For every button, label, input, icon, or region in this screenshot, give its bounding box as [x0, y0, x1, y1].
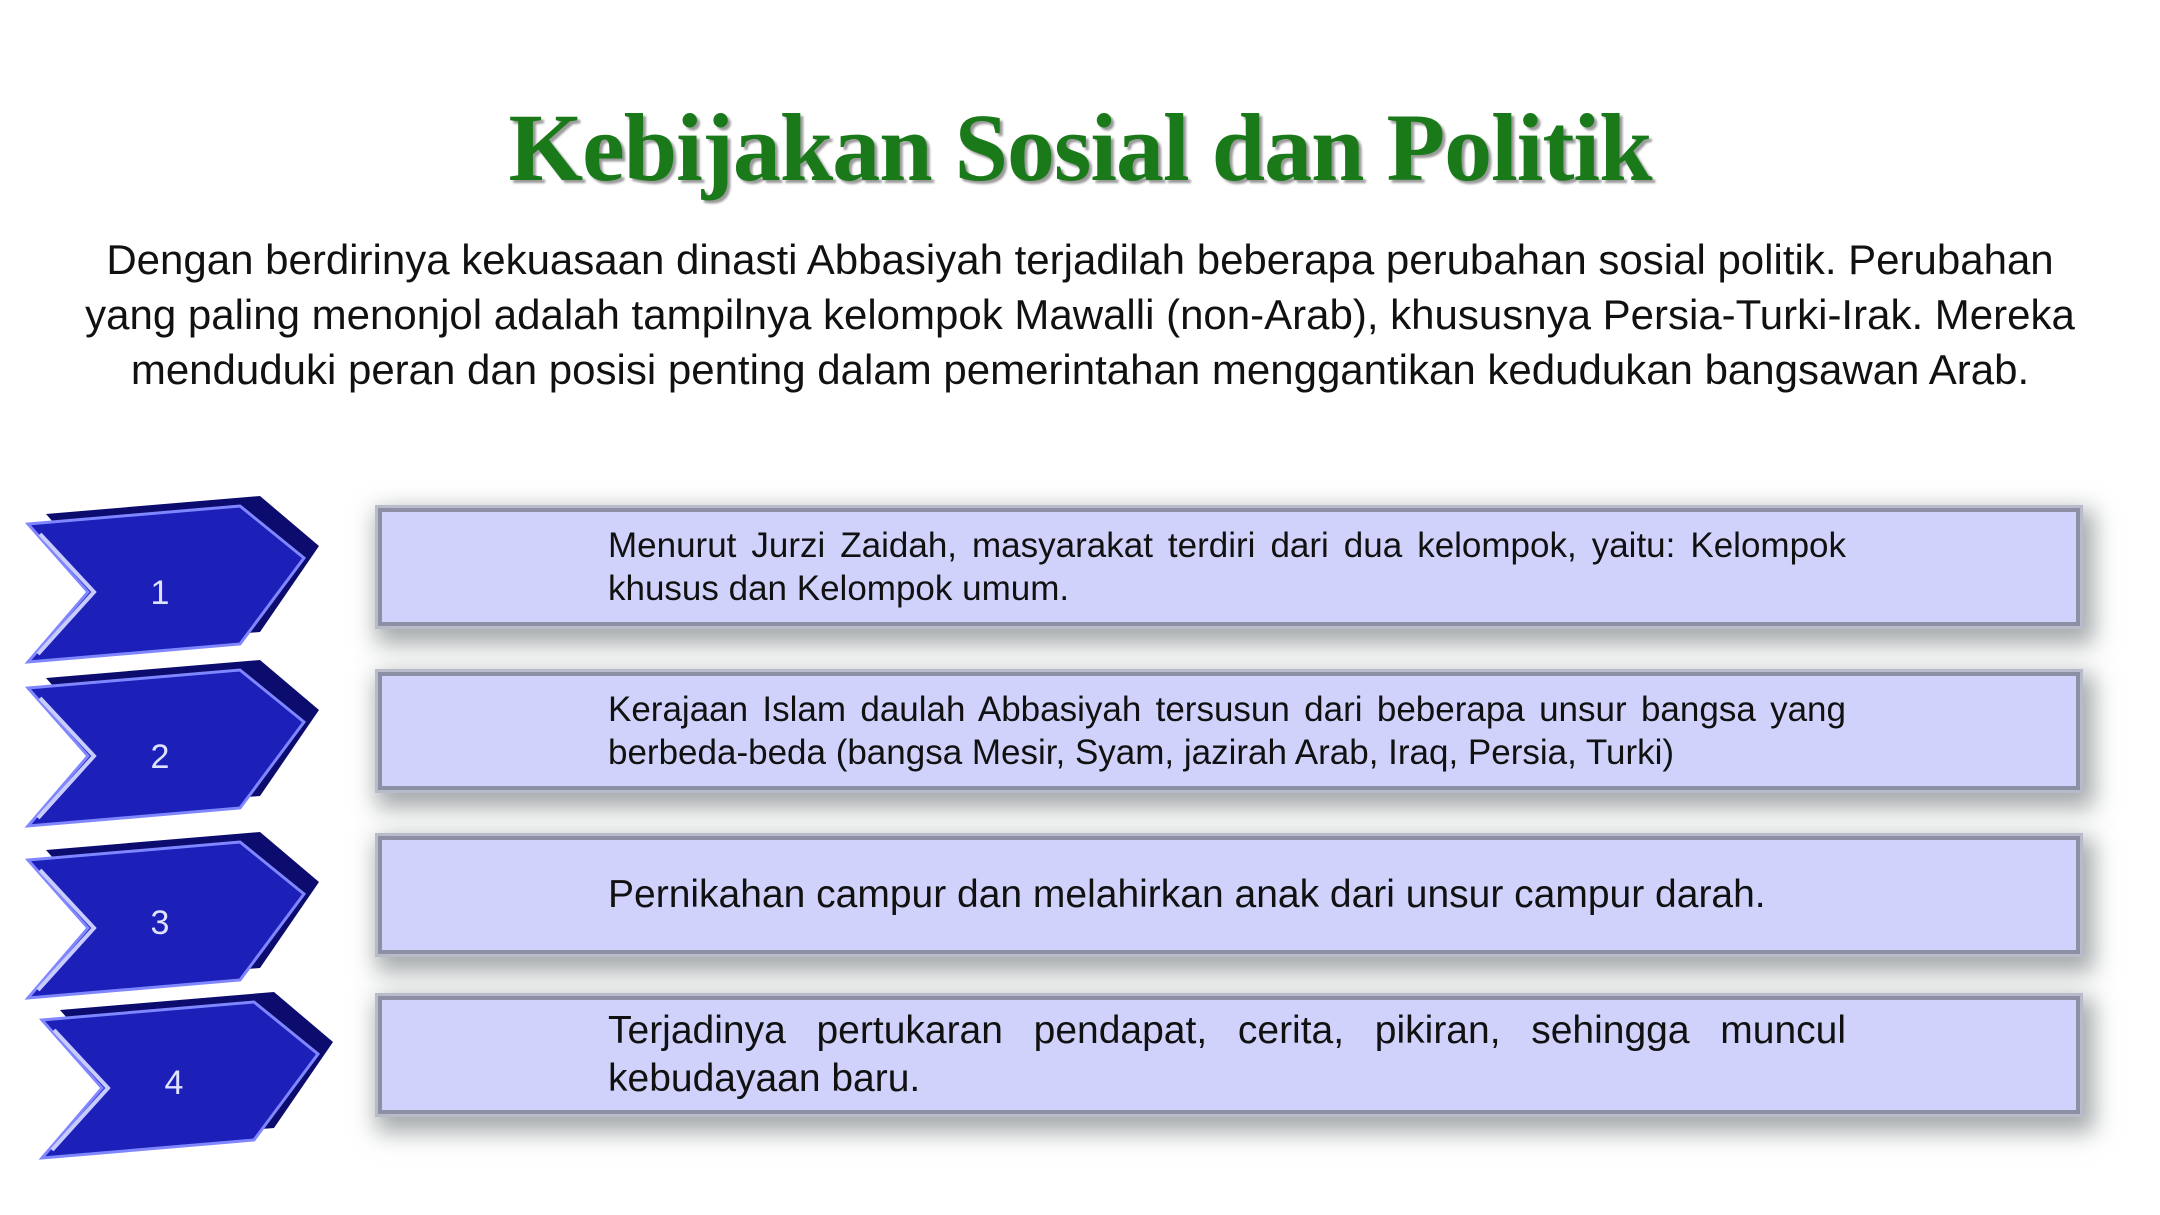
item-box	[378, 672, 2080, 790]
item-number: 3	[150, 904, 170, 942]
list-item-1	[0, 508, 2160, 668]
intro-paragraph: Dengan berdirinya kekuasaan dinasti Abbasiyah terjadilah beberapa perubahan sosial politik. Perubahan yang paling menonjol adalah tampilnya kelompok Mawalli (non-Arab), khususnya Persia-Turki-Irak. Mereka menduduki peran dan posisi penting dalam pemerintahan menggantikan kedudukan bangsawan Arab.	[85, 236, 2075, 393]
item-text: Kerajaan Islam daulah Abbasiyah tersusun dari beberapa unsur bangsa yang berbeda-beda (bangsa Mesir, Syam, jazirah Arab, Iraq, Persia, Turki)	[608, 690, 1846, 772]
list-item-2	[0, 672, 2160, 832]
item-number: 1	[150, 574, 170, 612]
item-box	[378, 996, 2080, 1114]
item-box	[378, 508, 2080, 626]
list-item-3	[0, 836, 2160, 996]
item-box	[378, 836, 2080, 954]
slide-title: Kebijakan Sosial dan Politik	[508, 94, 1652, 201]
item-text: Pernikahan campur dan melahirkan anak dari unsur campur darah.	[608, 873, 1766, 916]
list-item-4	[0, 996, 2160, 1156]
item-number: 4	[164, 1064, 184, 1102]
item-text: Menurut Jurzi Zaidah, masyarakat terdiri dari dua kelompok, yaitu: Kelompok khusus dan Kelompok umum.	[608, 526, 1846, 608]
item-number: 2	[150, 738, 170, 776]
item-text: Terjadinya pertukaran pendapat, cerita, pikiran, sehingga muncul kebudayaan baru.	[608, 1009, 1846, 1100]
